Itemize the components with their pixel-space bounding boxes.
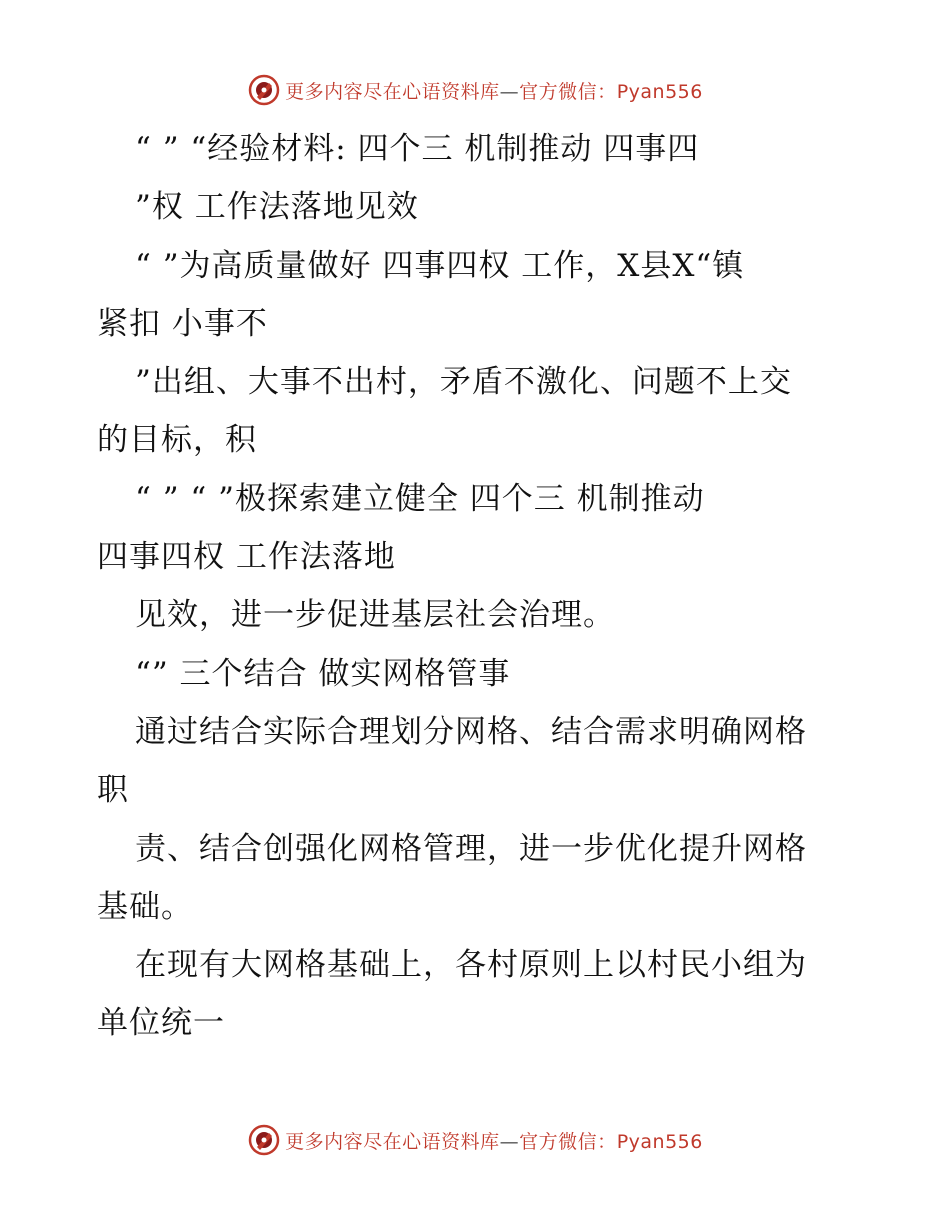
text-line: 责、结合创强化网格管理，进一步优化提升网格 bbox=[135, 830, 807, 867]
banner-official: 官方微信： bbox=[519, 80, 617, 103]
text-line: 的目标，积 bbox=[97, 422, 257, 459]
pen-logo-icon bbox=[247, 1123, 281, 1157]
banner-account: Pyan556 bbox=[616, 80, 703, 103]
text-line: “ ”为高质量做好 四事四权 工作，X县X“镇 bbox=[135, 247, 745, 284]
text-line: ”权 工作法落地见效 bbox=[135, 189, 419, 226]
banner-dash: — bbox=[499, 1130, 520, 1153]
text-line: 四事四权 工作法落地 bbox=[97, 539, 396, 576]
text-line: “ ” “经验材料: 四个三 机制推动 四事四 bbox=[135, 131, 700, 167]
text-line: 职 bbox=[97, 772, 129, 809]
footer-banner-text bbox=[285, 1127, 703, 1154]
banner-title: 更多内容尽在心语资料库 bbox=[285, 1130, 500, 1153]
banner-official: 官方微信： bbox=[519, 1130, 617, 1153]
pen-logo-icon bbox=[247, 73, 281, 107]
document-body bbox=[97, 120, 867, 1053]
text-line: 基础。 bbox=[97, 888, 193, 925]
text-line: 见效，进一步促进基层社会治理。 bbox=[135, 597, 615, 634]
banner-title: 更多内容尽在心语资料库 bbox=[285, 80, 500, 103]
text-line: 单位统一 bbox=[97, 1005, 225, 1042]
text-line: “” 三个结合 做实网格管事 bbox=[135, 655, 511, 692]
text-line: “ ” “ ”极探索建立健全 四个三 机制推动 bbox=[135, 480, 705, 517]
header-banner bbox=[0, 70, 950, 110]
text-line: 在现有大网格基础上，各村原则上以村民小组为 bbox=[135, 947, 807, 984]
footer-banner bbox=[0, 1120, 950, 1160]
banner-dash: — bbox=[499, 80, 520, 103]
header-banner-text bbox=[285, 77, 703, 104]
text-line: ”出组、大事不出村，矛盾不激化、问题不上交 bbox=[135, 364, 792, 401]
text-line: 紧扣 小事不 bbox=[97, 305, 268, 342]
text-line: 通过结合实际合理划分网格、结合需求明确网格 bbox=[135, 713, 807, 750]
banner-account: Pyan556 bbox=[616, 1130, 703, 1153]
